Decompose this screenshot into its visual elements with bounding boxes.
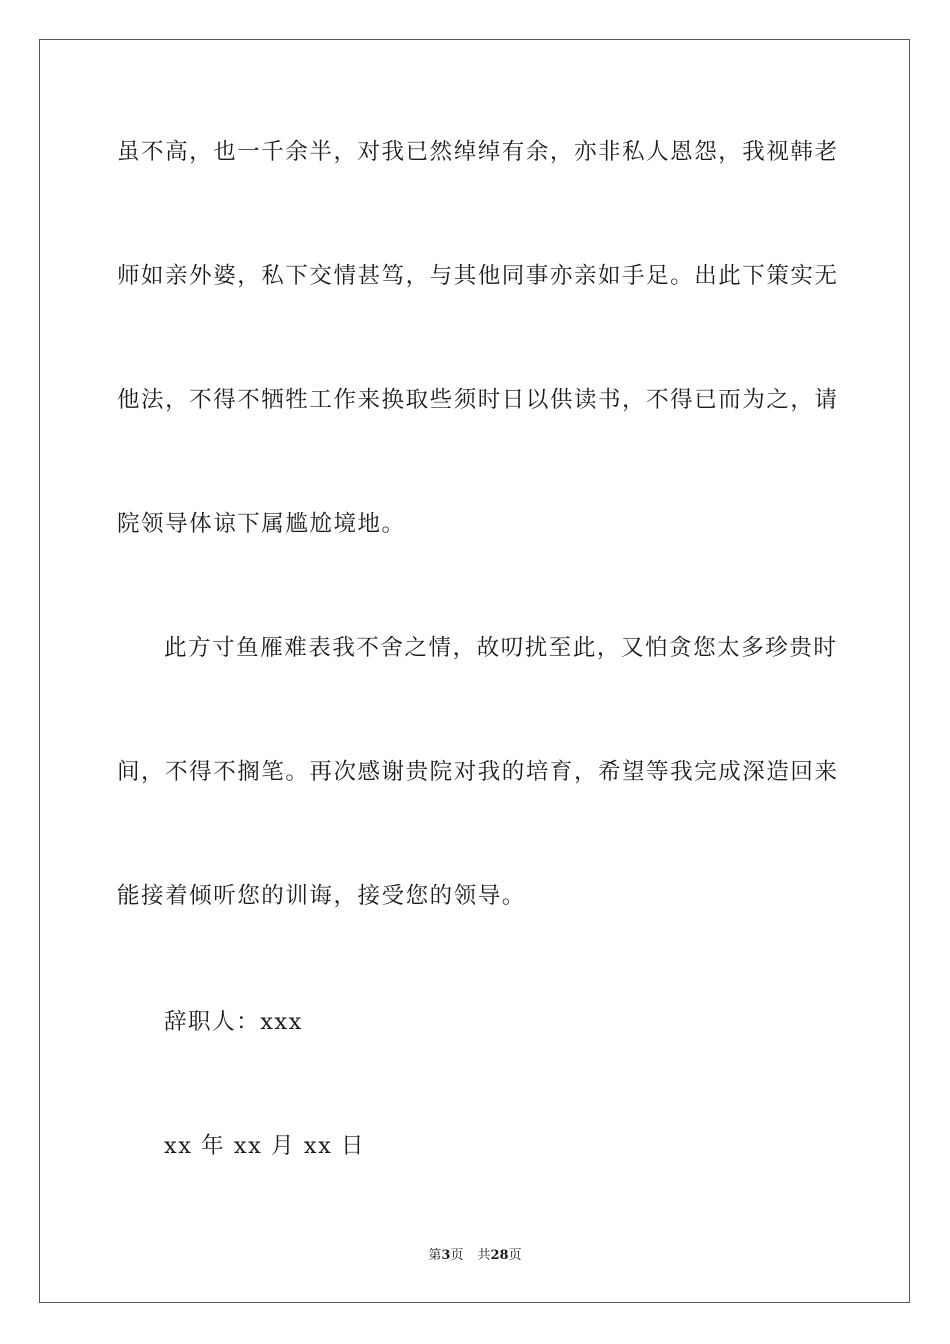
- total-pages: 28: [490, 1248, 509, 1263]
- page-footer: [0, 1246, 950, 1266]
- page-number: 3: [441, 1248, 451, 1263]
- page-suffix: 页: [450, 1248, 464, 1263]
- page-border: [39, 39, 910, 1303]
- body-text-line: 此方寸鱼雁难表我不舍之情，故叨扰至此，又怕贪您太多珍贵时: [164, 635, 838, 661]
- date-line: xx 年 xx 月 xx 日: [164, 1133, 366, 1159]
- total-prefix: 共: [477, 1248, 491, 1263]
- body-text-line: 他法，不得不牺牲工作来换取些须时日以供读书，不得已而为之，请: [117, 387, 839, 413]
- body-text-line: 能接着倾听您的训诲，接受您的领导。: [117, 883, 526, 909]
- body-text-line: 师如亲外婆，私下交情甚笃，与其他同事亦亲如手足。出此下策实无: [117, 263, 839, 289]
- signature-line: 辞职人：xxx: [164, 1009, 303, 1035]
- total-suffix: 页: [508, 1248, 522, 1263]
- body-text-line: 院领导体谅下属尴尬境地。: [117, 511, 406, 537]
- body-text-line: 虽不高，也一千余半，对我已然绰绰有余，亦非私人恩怨，我视韩老: [117, 139, 839, 165]
- body-text-line: 间，不得不搁笔。再次感谢贵院对我的培育，希望等我完成深造回来: [117, 759, 839, 785]
- page-prefix: 第: [428, 1248, 442, 1263]
